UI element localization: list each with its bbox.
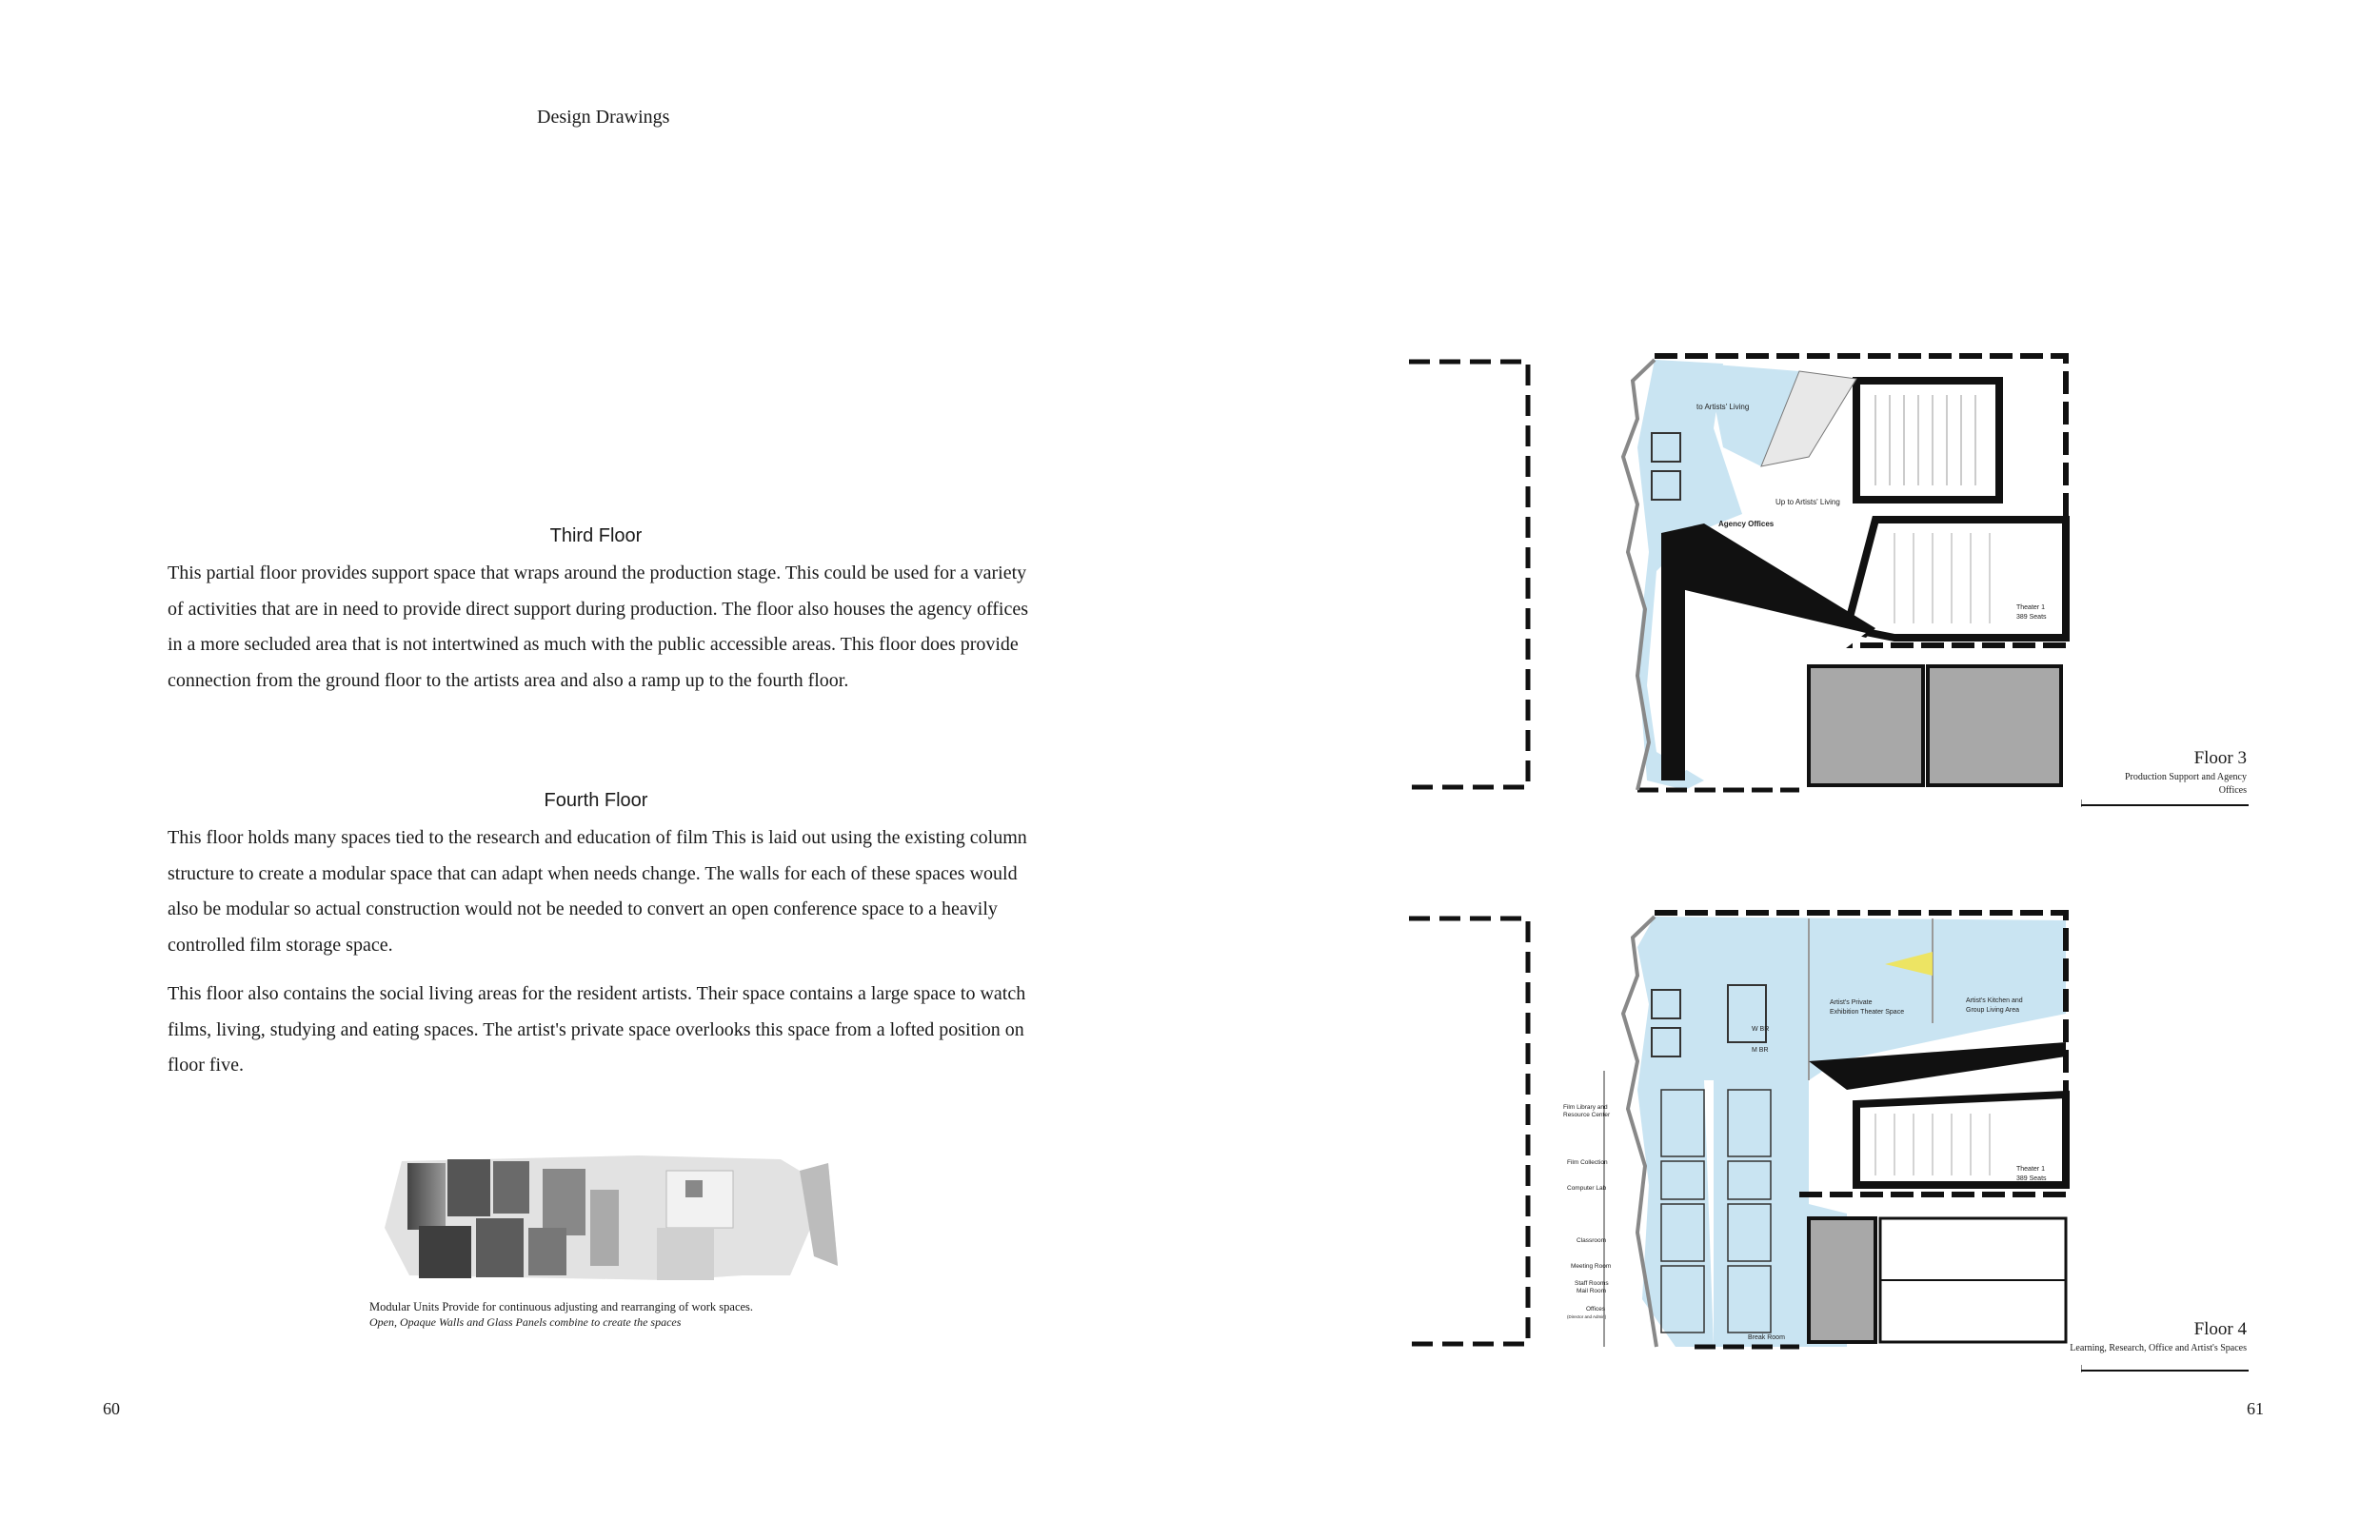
- fourth-floor-title: Fourth Floor: [544, 790, 648, 811]
- floor4-label-m-br: M BR: [1752, 1047, 1769, 1054]
- floor3-label-agency-offices: Agency Offices: [1718, 520, 1775, 528]
- fourth-floor-paragraph-1: This floor holds many spaces tied to the research and education of film This is laid out using the existing column structure to create a modular space that can adapt when needs change. The walls for each of these spaces would also be modular so actual construction would not be needed to convert an open conference space to a heavily controlled film storage space.: [168, 827, 1027, 956]
- floor4-label-mail-room: Mail Room: [1577, 1288, 1607, 1294]
- floor4-label-offices-sub: (Director and Admin): [1567, 1314, 1607, 1319]
- figure-caption: Modular Units Provide for continuous adjusting and rearranging of work spaces.: [369, 1300, 754, 1313]
- floor-3-subtitle-2: Offices: [2218, 785, 2247, 796]
- floor-4-subtitle: Learning, Research, Office and Artist's Spaces: [2070, 1343, 2247, 1353]
- floor4-label-offices: Offices: [1586, 1306, 1606, 1313]
- floor-3-subtitle-1: Production Support and Agency: [2124, 772, 2247, 782]
- floor4-label-classroom: Classroom: [1577, 1237, 1607, 1244]
- floor3-label-theater: Theater 1: [2016, 604, 2045, 611]
- third-floor-title: Third Floor: [549, 525, 643, 546]
- floor4-label-meeting-room: Meeting Room: [1571, 1263, 1612, 1270]
- floor4-label-film-collection: Film Collection: [1567, 1159, 1608, 1166]
- floor4-label-exhibition: Exhibition Theater Space: [1830, 1009, 1905, 1016]
- floor4-label-computer-lab: Computer Lab: [1567, 1185, 1607, 1192]
- page-header: Design Drawings: [537, 107, 670, 128]
- fourth-floor-paragraph-2: This floor also contains the social living areas for the resident artists. Their space contains a large space to watch films, living, studying and eating spaces. The artist's private space overlooks this space from a lofted position on floor five.: [168, 983, 1026, 1076]
- figure-caption-italic: Open, Opaque Walls and Glass Panels combine to create the spaces: [369, 1315, 682, 1329]
- floor4-label-artists-private: Artist's Private: [1830, 999, 1873, 1006]
- modular-units-rendering: [381, 1152, 847, 1294]
- floor-4-title: Floor 4: [2193, 1319, 2247, 1339]
- page-number-right: 61: [2247, 1399, 2264, 1418]
- floor4-label-w-br: W BR: [1752, 1026, 1770, 1033]
- floor4-label-group-living: Group Living Area: [1966, 1007, 2020, 1014]
- floor4-label-theater: Theater 1: [2016, 1166, 2045, 1173]
- floor-3-plan: [1399, 343, 2094, 800]
- floor4-label-artists-kitchen: Artist's Kitchen and: [1966, 997, 2023, 1004]
- floor3-label-seats: 389 Seats: [2016, 614, 2047, 621]
- floor3-label-artists-living: to Artists' Living: [1696, 403, 1750, 411]
- third-floor-paragraph: This partial floor provides support space that wraps around the production stage. This could be used for a variety of activities that are in need to provide direct support during production. The floor also houses the agency offices in a more secluded area that is not intertwined as much with the public accessible areas. This floor does provide connection from the ground floor to the artists area and also a ramp up to the fourth floor.: [168, 563, 1029, 691]
- floor4-label-break-room: Break Room: [1748, 1334, 1785, 1341]
- floor4-label-film-library: Film Library and: [1563, 1104, 1608, 1111]
- floor3-label-up-artists-living: Up to Artists' Living: [1775, 498, 1840, 506]
- floor-3-scale-bar: [2081, 796, 2249, 809]
- page-number-left: 60: [103, 1399, 120, 1418]
- floor4-label-staff-rooms: Staff Rooms: [1575, 1280, 1609, 1287]
- floor-4-plan: [1399, 899, 2094, 1356]
- floor4-label-seats: 389 Seats: [2016, 1175, 2047, 1182]
- floor4-label-resource-center: Resource Center: [1563, 1112, 1611, 1118]
- floor-4-scale-bar: [2081, 1361, 2249, 1374]
- floor-3-title: Floor 3: [2193, 748, 2247, 768]
